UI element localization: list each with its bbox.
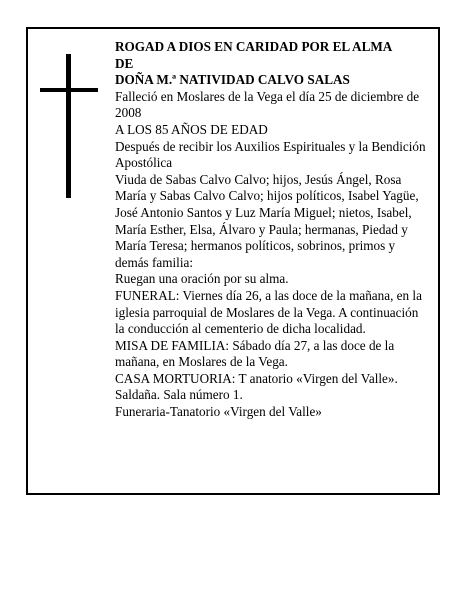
family-paragraph: Viuda de Sabas Calvo Calvo; hijos, Jesús Ángel, Rosa María y Sabas Calvo Calvo; hijos políticos, Isabel Yagüe, José Antonio Santos y Luz María Miguel; nietos, Isabel, María Esther, Elsa, Álvaro y Paula; hermanas, Piedad y María Teresa; hermanos políticos, sobrinos, primos y demás familia: (115, 171, 419, 270)
cross-vertical-bar (66, 54, 71, 198)
obituary-notice (26, 27, 440, 495)
prayer-request: Ruegan una oración por su alma. (115, 271, 289, 287)
funeral-paragraph: FUNERAL: Viernes día 26, a las doce de la mañana, en la iglesia parroquial de Moslares de la Vega. A continuación la conducción al cementerio de dicha localidad. (115, 287, 422, 337)
death-date-paragraph: Falleció en Moslares de la Vega el día 25 de diciembre de 2008 (115, 88, 420, 121)
notice-text (115, 39, 431, 421)
heading-line: ROGAD A DIOS EN CARIDAD POR EL ALMA (115, 39, 393, 54)
sacraments-paragraph: Después de recibir los Auxilios Espirituales y la Bendición Apostólica (115, 138, 426, 171)
age-line: A LOS 85 AÑOS DE EDAD (115, 121, 268, 137)
heading-line: DE (115, 55, 134, 71)
funeral-home-paragraph: CASA MORTUORIA: T anatorio «Virgen del Valle». Saldaña. Sala número 1. (115, 370, 398, 403)
cross-icon (40, 54, 98, 198)
cross-horizontal-bar (40, 88, 98, 92)
family-mass-paragraph: MISA DE FAMILIA: Sábado día 27, a las doce de la mañana, en Moslares de la Vega. (115, 337, 395, 370)
funeral-service-provider: Funeraria-Tanatorio «Virgen del Valle» (115, 404, 322, 420)
deceased-name: DOÑA M.ª NATIVIDAD CALVO SALAS (115, 72, 350, 88)
